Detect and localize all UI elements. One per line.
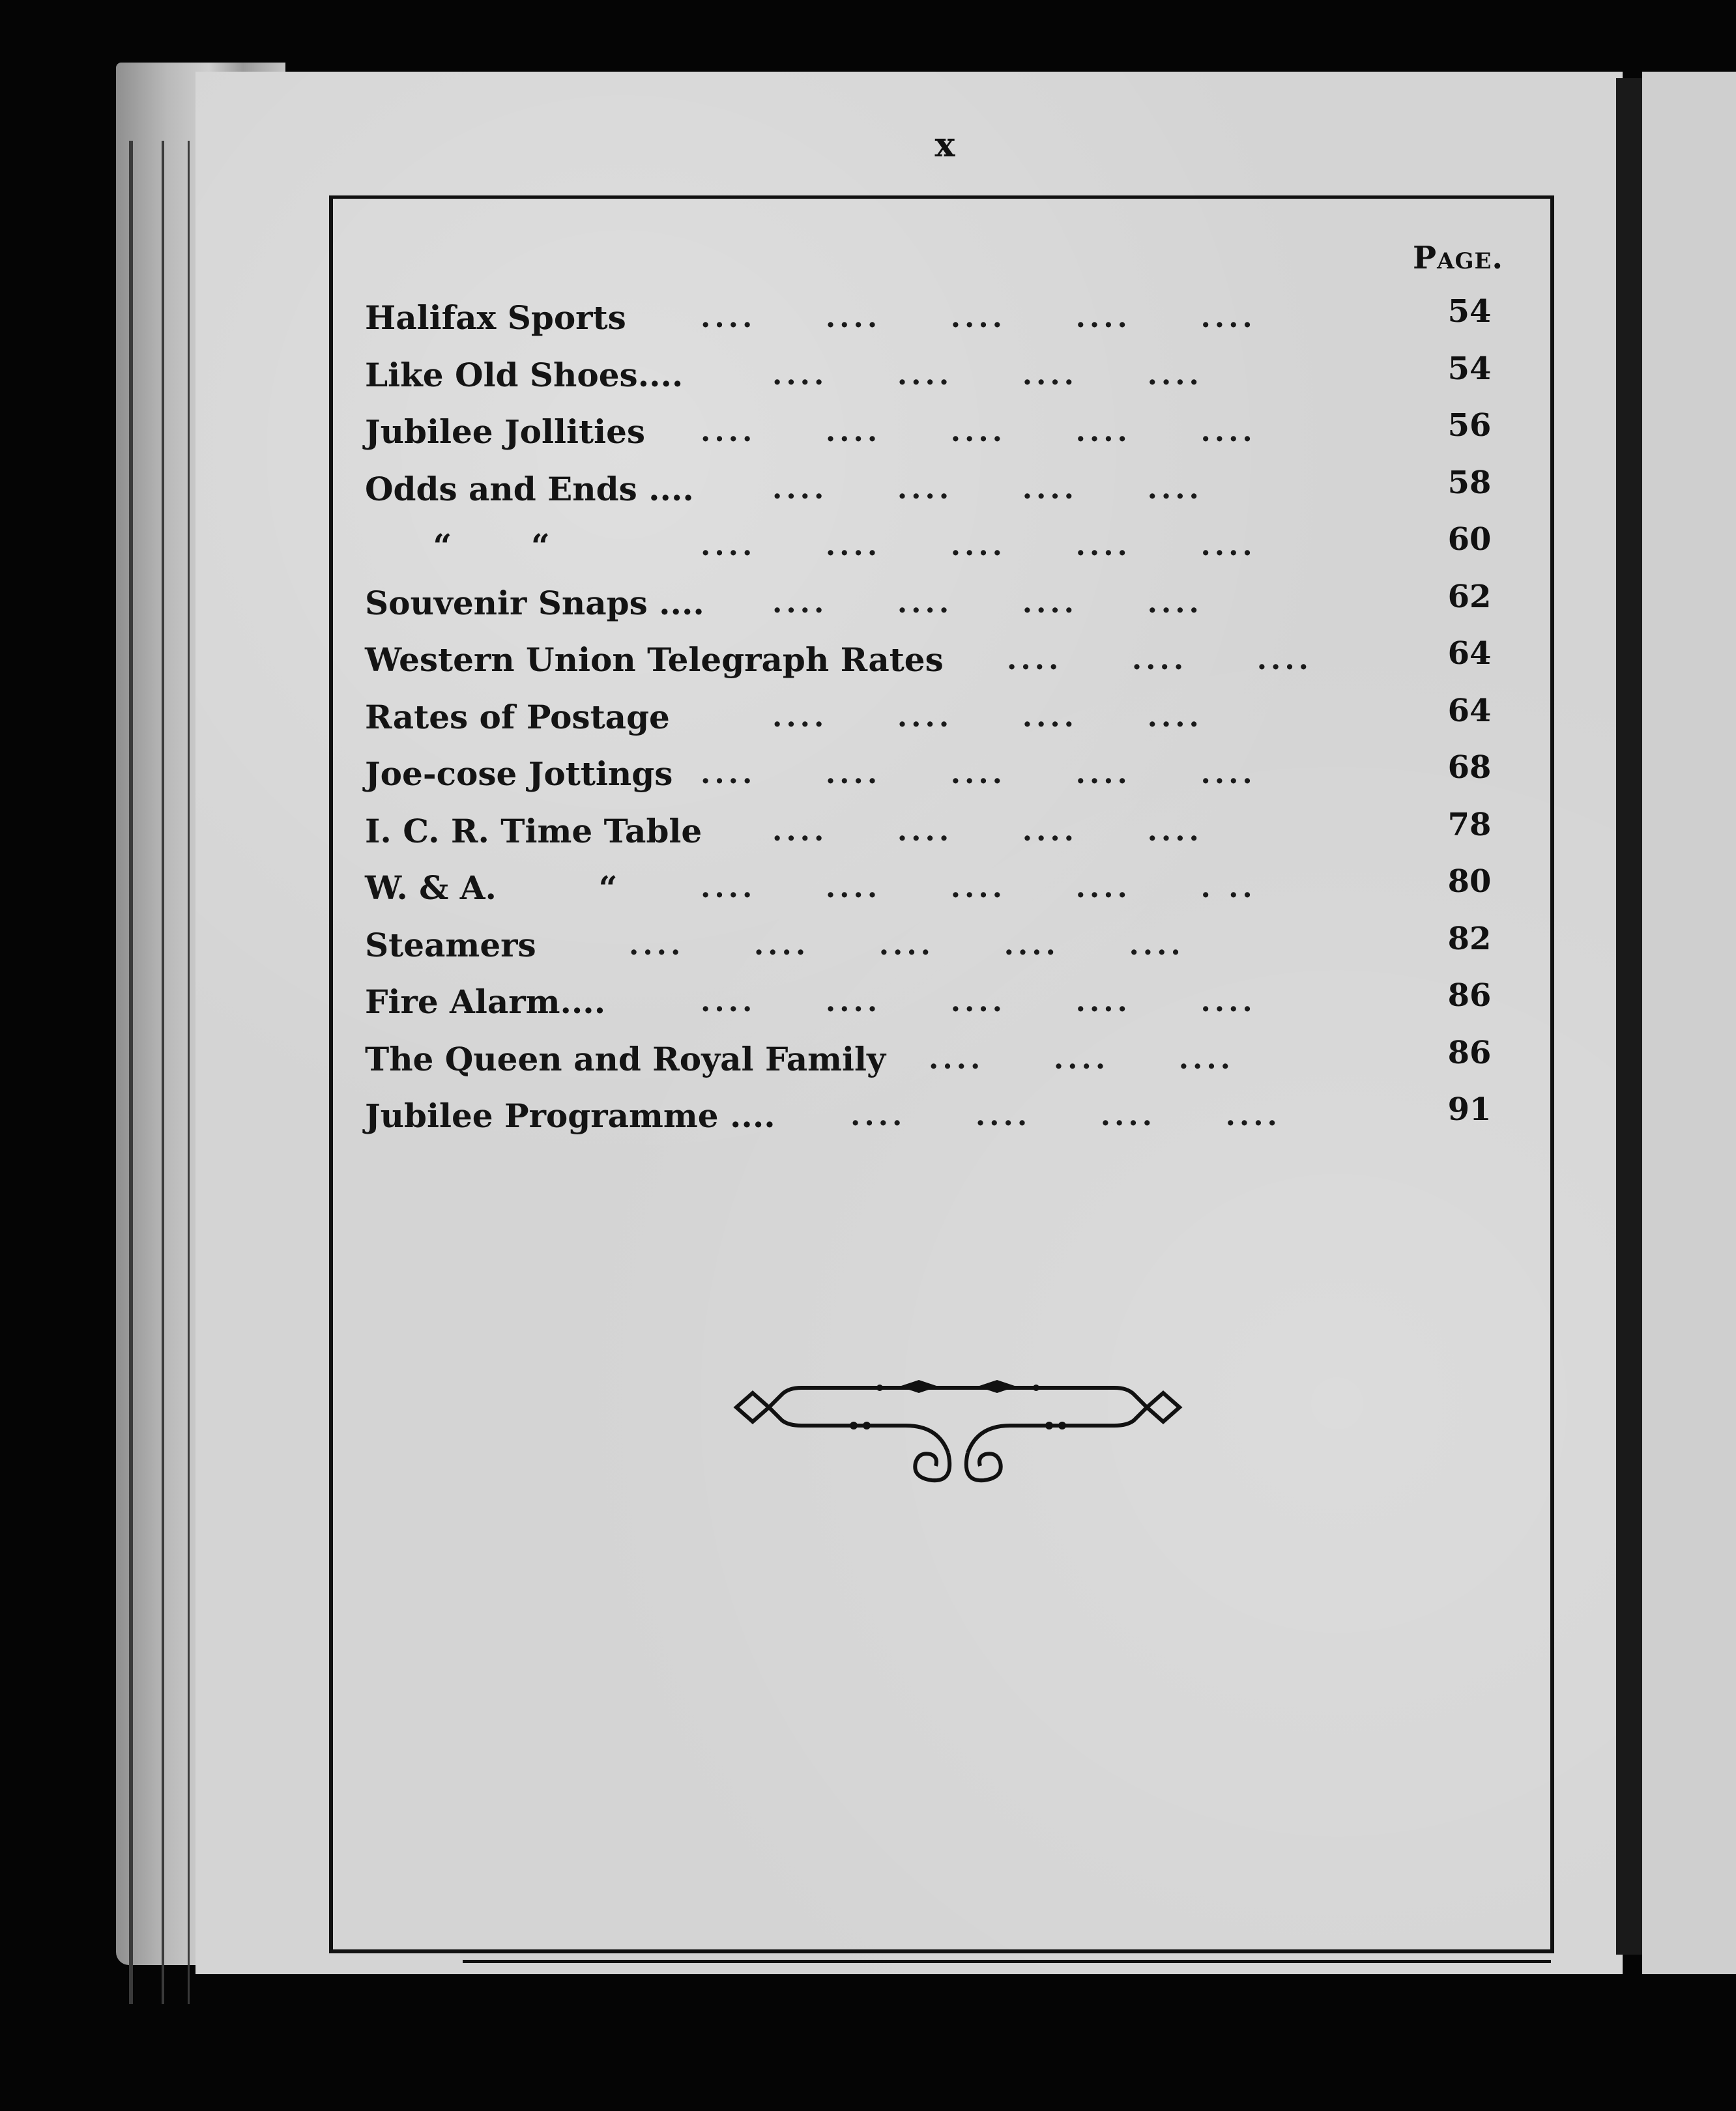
toc-entry [365, 743, 1512, 800]
toc-entry-title: The Queen and Royal Family [365, 1039, 886, 1078]
toc-entry-title: Joe-cose Jottings [365, 754, 673, 793]
toc-entry-page: 60 [1447, 521, 1492, 558]
toc-entry-leaders: .... .... .... .... .... [701, 301, 1256, 334]
toc-entry-title: Western Union Telegraph Rates [365, 640, 944, 679]
toc-entry-leaders: .... .... .... .... .... [701, 757, 1256, 790]
toc-entry-title: I. C. R. Time Table [365, 811, 702, 850]
toc-entry-page: 78 [1447, 806, 1492, 843]
toc-entry-page: 54 [1447, 350, 1492, 387]
toc-entry [365, 572, 1512, 629]
toc-entry [365, 287, 1512, 344]
toc-entry-title: W. & A. “ [365, 869, 618, 907]
toc-entry-page: 82 [1447, 920, 1492, 957]
page-number: x [934, 125, 955, 165]
toc-entry-page: 58 [1447, 464, 1492, 501]
toc-entry-leaders: .... .... .... .... [850, 1099, 1281, 1132]
toc-entry-page: 68 [1447, 749, 1492, 786]
toc-entry-title: “ “ [365, 526, 550, 565]
toc-entry-page: 54 [1447, 293, 1492, 330]
toc-entry-leaders: .... .... .... .... . .. [701, 871, 1256, 904]
toc-entry [365, 971, 1512, 1028]
toc-entry [365, 458, 1512, 515]
page-edge-line [129, 141, 133, 2004]
toc-entry-leaders: .... .... .... .... [772, 700, 1203, 734]
toc-entry-leaders: .... .... .... .... .... [701, 985, 1256, 1018]
book-gutter [1616, 78, 1642, 1955]
toc-entry [365, 914, 1512, 971]
toc-entry-page: 62 [1447, 578, 1492, 615]
toc-entry-leaders: .... .... .... .... [772, 472, 1203, 506]
toc-entry [365, 401, 1512, 458]
toc-entry [365, 344, 1512, 401]
toc-entry-page: 64 [1447, 692, 1492, 729]
scroll-flourish-icon [723, 1368, 1193, 1499]
toc-entry-title: Souvenir Snaps .... [365, 583, 704, 622]
page-edge-line [162, 141, 164, 2004]
toc-entry-leaders: .... .... .... [929, 1042, 1235, 1076]
toc-entry [365, 629, 1512, 686]
toc-entry-page: 91 [1447, 1091, 1492, 1128]
facing-page-edge [1642, 72, 1736, 1974]
toc-entry [365, 857, 1512, 914]
bottom-rule [463, 1960, 1551, 1963]
toc-entry-title: Odds and Ends .... [365, 469, 694, 508]
toc-entry-leaders: .... .... .... .... .... [701, 415, 1256, 448]
toc-entry-page: 56 [1447, 407, 1492, 444]
toc-entry-page: 80 [1447, 863, 1492, 900]
toc-entry [365, 800, 1512, 857]
toc-entry-title: Jubilee Programme .... [365, 1097, 775, 1135]
toc-entry-page: 64 [1447, 635, 1492, 672]
toc-entry-title: Fire Alarm.... [365, 983, 606, 1021]
toc-entry [365, 515, 1512, 572]
toc-entry-leaders: .... .... .... [1007, 643, 1313, 676]
toc-entry-title: Rates of Postage [365, 697, 670, 736]
toc-entry-title: Halifax Sports [365, 298, 626, 337]
toc-entry [365, 1085, 1512, 1142]
toc-entry-title: Like Old Shoes.... [365, 355, 684, 394]
toc-entry-leaders: .... .... .... .... .... [701, 529, 1256, 562]
toc-entry [365, 1028, 1512, 1085]
page-column-header: Page. [1413, 240, 1504, 276]
toc-entry-title: Steamers [365, 925, 536, 964]
toc-entry-title: Jubilee Jollities [365, 412, 646, 451]
table-of-contents [365, 287, 1512, 1142]
page-edge-line [188, 141, 190, 2004]
toc-entry-leaders: .... .... .... .... [772, 814, 1203, 848]
toc-entry-page: 86 [1447, 977, 1492, 1014]
toc-entry-leaders: .... .... .... .... .... [629, 928, 1185, 962]
toc-entry [365, 686, 1512, 743]
toc-entry-page: 86 [1447, 1034, 1492, 1071]
toc-entry-leaders: .... .... .... .... [772, 586, 1203, 620]
toc-entry-leaders: .... .... .... .... [772, 358, 1203, 392]
